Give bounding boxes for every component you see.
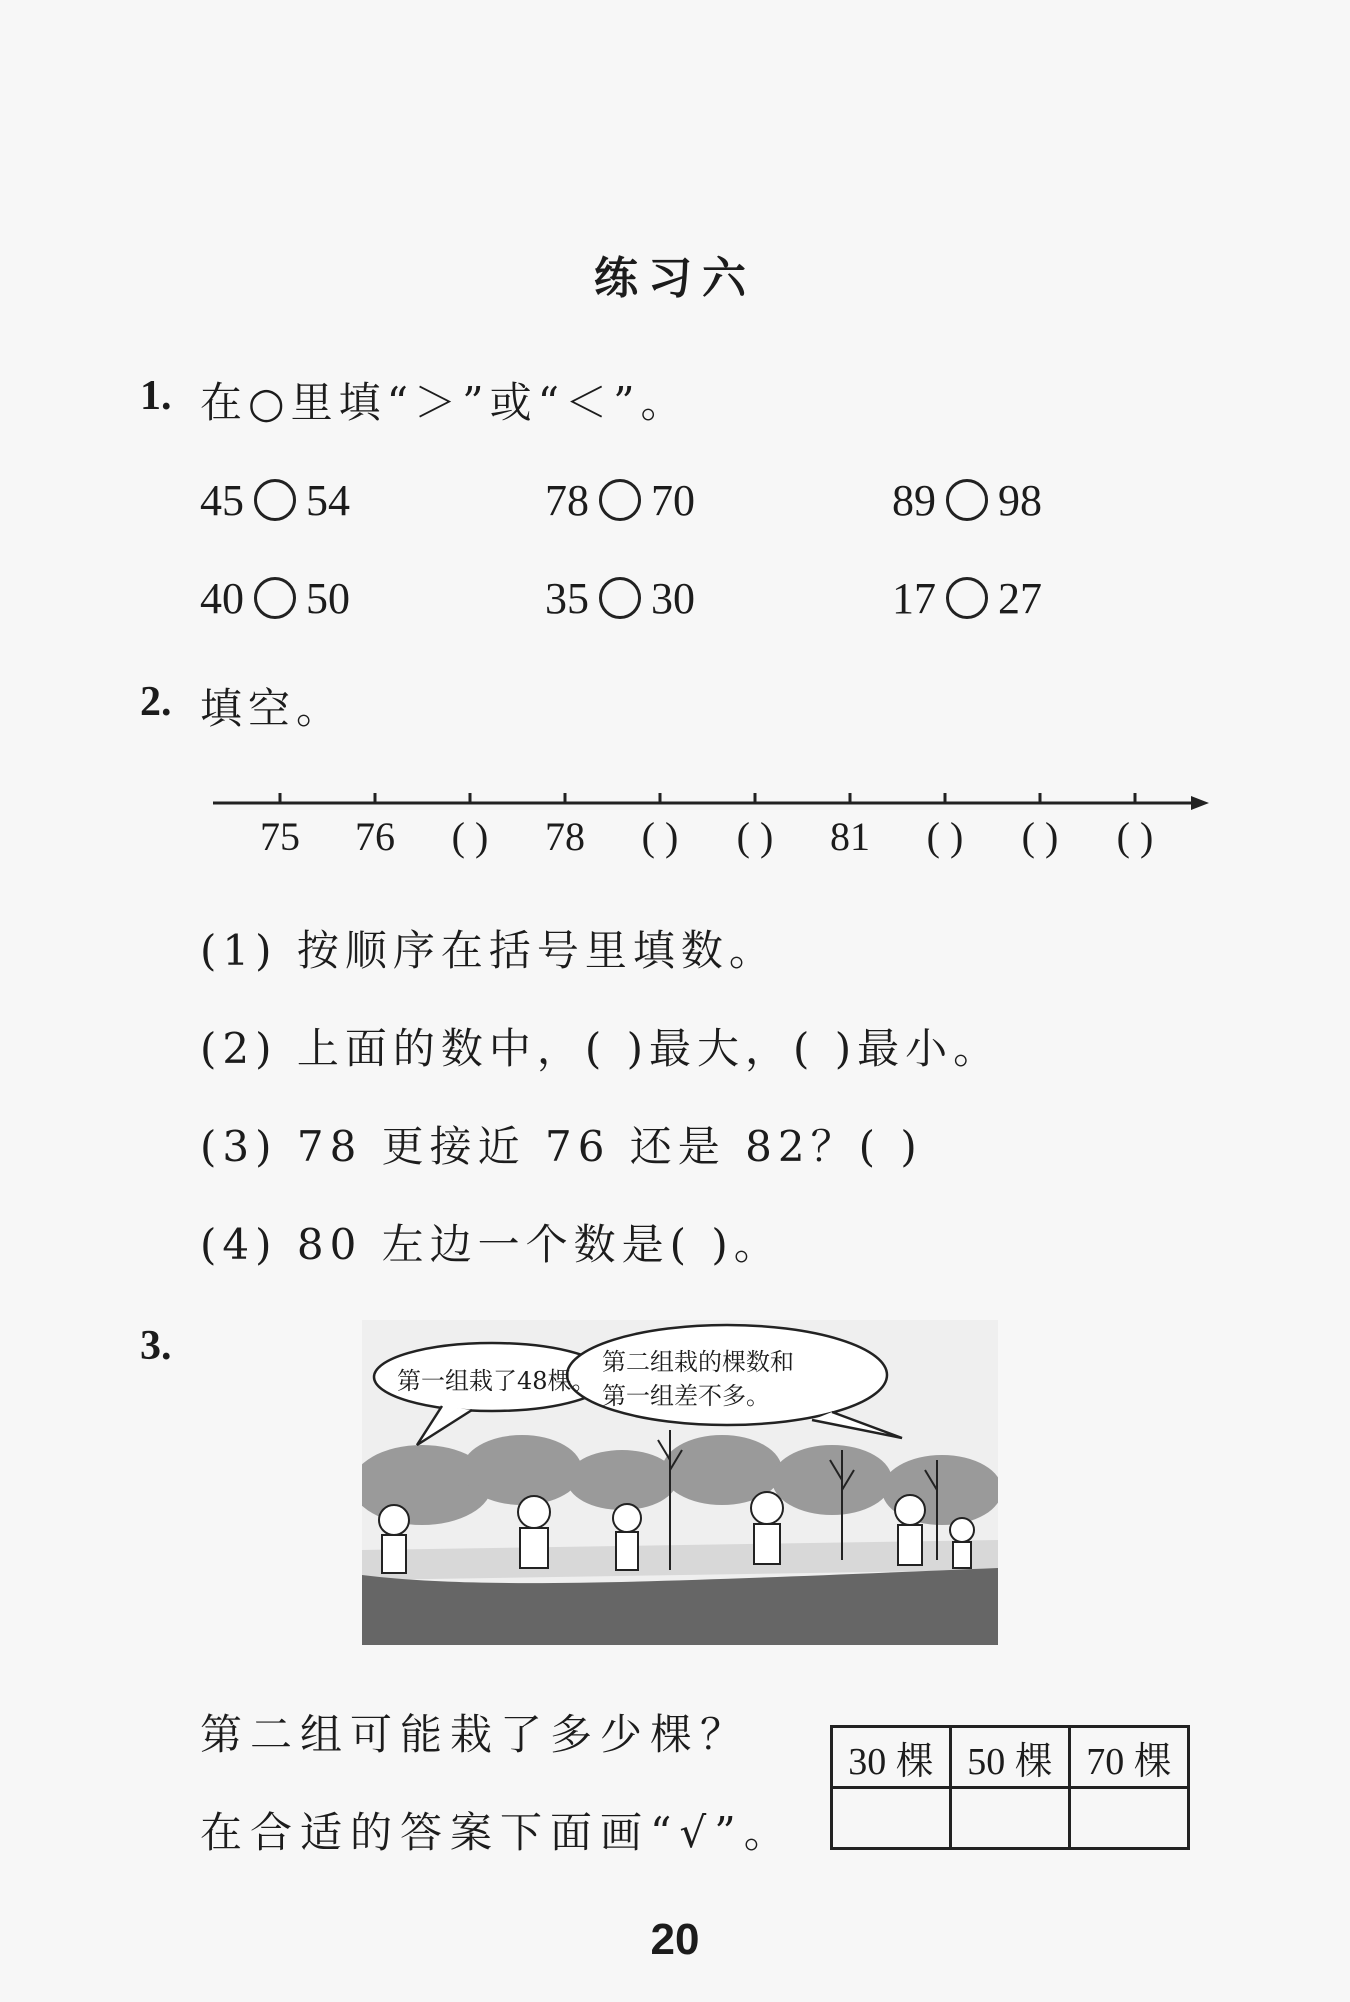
number-line-label: 76 (355, 814, 395, 859)
comparison-item (892, 568, 1042, 628)
subquestion-1: (1) 按顺序在括号里填数。 (200, 926, 777, 975)
check-cell-50[interactable] (951, 1788, 1070, 1849)
left-number: 89 (892, 475, 936, 525)
number-line-label: 81 (830, 814, 870, 859)
number-line-blank[interactable]: ( ) (451, 814, 489, 859)
comparison-item (545, 470, 695, 530)
comparison-item (545, 568, 695, 628)
comparison-row-2 (200, 568, 1100, 628)
number-line (205, 775, 1215, 875)
speech-bubble-right-line-1: 第二组栽的棵数和 (602, 1348, 794, 1376)
answer-circle[interactable] (254, 577, 296, 619)
question-1-number: 1. (140, 373, 172, 419)
number-line-label: 75 (260, 814, 300, 859)
answer-circle[interactable] (254, 479, 296, 521)
number-line-blank[interactable]: ( ) (926, 814, 964, 859)
left-number: 35 (545, 573, 589, 623)
left-number: 78 (545, 475, 589, 525)
comparison-item (892, 470, 1042, 530)
question-2-number: 2. (140, 679, 172, 725)
left-number: 40 (200, 573, 244, 623)
right-number: 50 (306, 573, 350, 623)
right-number: 27 (998, 573, 1042, 623)
number-line-blank[interactable]: ( ) (641, 814, 679, 859)
subquestion-3: (3) 78 更接近 76 还是 82？( ) (200, 1122, 923, 1171)
speech-bubble-right-line-2: 第一组差不多。 (602, 1382, 770, 1410)
answer-circle[interactable] (599, 577, 641, 619)
subquestion-2: (2) 上面的数中，( )最大，( )最小。 (200, 1024, 1002, 1073)
question-2-prompt: 填空。 (200, 684, 345, 733)
number-line-axis (205, 775, 1215, 815)
option-30: 30 棵 (832, 1727, 951, 1788)
option-70: 70 棵 (1070, 1727, 1189, 1788)
question-3-line-2: 在合适的答案下面画“√”。 (200, 1808, 794, 1857)
right-number: 70 (651, 475, 695, 525)
comparison-row-1 (200, 470, 1100, 530)
answer-circle[interactable] (599, 479, 641, 521)
left-number: 17 (892, 573, 936, 623)
right-number: 98 (998, 475, 1042, 525)
question-1-prompt: 在○里填“＞”或“＜”。 (200, 378, 689, 427)
comparison-item (200, 568, 350, 628)
answer-options-table (830, 1725, 1190, 1850)
check-cell-70[interactable] (1070, 1788, 1189, 1849)
answer-circle[interactable] (946, 479, 988, 521)
speech-bubble-left: 第一组栽了48棵。 (397, 1367, 596, 1395)
page-number: 20 (650, 1915, 700, 1964)
number-line-blank[interactable]: ( ) (1116, 814, 1154, 859)
right-number: 54 (306, 475, 350, 525)
number-line-blank[interactable]: ( ) (1021, 814, 1059, 859)
page-title: 练习六 (594, 253, 756, 304)
question-3-number: 3. (140, 1323, 172, 1369)
tree-planting-illustration (362, 1320, 998, 1645)
subquestion-4: (4) 80 左边一个数是( )。 (200, 1220, 782, 1269)
option-50: 50 棵 (951, 1727, 1070, 1788)
comparison-item (200, 470, 350, 530)
number-line-label: 78 (545, 814, 585, 859)
left-number: 45 (200, 475, 244, 525)
right-number: 30 (651, 573, 695, 623)
question-3-line-1: 第二组可能栽了多少棵？ (200, 1710, 751, 1759)
check-cell-30[interactable] (832, 1788, 951, 1849)
answer-circle[interactable] (946, 577, 988, 619)
number-line-blank[interactable]: ( ) (736, 814, 774, 859)
